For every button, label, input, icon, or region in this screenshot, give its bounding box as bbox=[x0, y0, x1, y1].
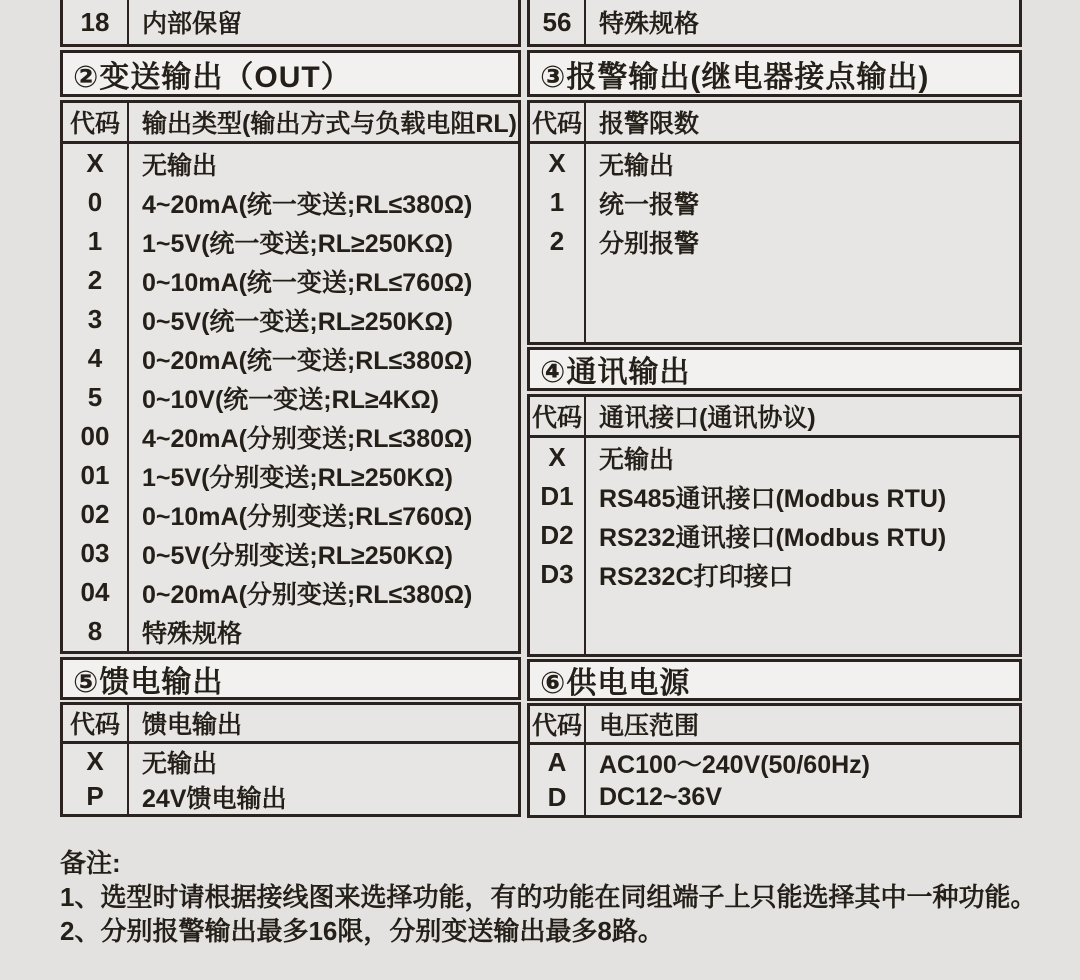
table-row bbox=[530, 780, 1019, 815]
filler-code-cell bbox=[530, 261, 586, 342]
row-desc-cell: RS485通讯接口(Modbus RTU) bbox=[599, 484, 947, 513]
column-header-row bbox=[63, 103, 518, 144]
row-desc-cell: 无输出 bbox=[142, 749, 218, 778]
section-alarm-output-header bbox=[527, 50, 1022, 97]
row-code-cell: D2 bbox=[530, 516, 586, 555]
row-desc-cell: 0~20mA(统一变送;RL≤380Ω) bbox=[142, 346, 473, 375]
section-communication-output-header bbox=[527, 347, 1022, 391]
table-filler-row bbox=[530, 261, 1019, 342]
column-header-row bbox=[530, 397, 1019, 438]
table-filler-row bbox=[530, 594, 1019, 654]
section-power-supply-header bbox=[527, 659, 1022, 701]
row-desc-cell: 0~10mA(分别变送;RL≤760Ω) bbox=[142, 502, 473, 531]
row-desc-cell: 特殊规格 bbox=[142, 619, 243, 648]
row-code-cell: 03 bbox=[63, 534, 129, 573]
row-code-cell: 04 bbox=[63, 573, 129, 612]
row-code-cell: 00 bbox=[63, 417, 129, 456]
row-code-cell: 2 bbox=[63, 261, 129, 300]
desc-column-header: 通讯接口(通讯协议) bbox=[599, 404, 816, 432]
table-row bbox=[530, 555, 1019, 594]
table-body bbox=[530, 438, 1019, 654]
code-column-header: 代码 bbox=[530, 103, 586, 141]
row-desc-cell: 统一报警 bbox=[599, 190, 700, 219]
row-code-cell: 02 bbox=[63, 495, 129, 534]
row-desc-cell: 无输出 bbox=[599, 445, 675, 474]
row-desc-cell: DC12~36V bbox=[599, 783, 722, 811]
row-code-cell: P bbox=[63, 779, 129, 814]
table-row bbox=[530, 438, 1019, 477]
table-row bbox=[63, 495, 518, 534]
table-body bbox=[530, 745, 1019, 815]
row-code-cell: D1 bbox=[530, 477, 586, 516]
table-row bbox=[63, 144, 518, 183]
row-desc-cell: 0~10mA(统一变送;RL≤760Ω) bbox=[142, 268, 473, 297]
desc-column-header: 输出类型(输出方式与负载电阻RL) bbox=[142, 110, 517, 138]
section-title: ⑥供电电源 bbox=[540, 667, 691, 700]
table-row bbox=[530, 183, 1019, 222]
desc-column-header: 馈电输出 bbox=[142, 711, 243, 739]
row-desc-cell: 4~20mA(分别变送;RL≤380Ω) bbox=[142, 424, 473, 453]
row-code-cell: X bbox=[63, 144, 129, 183]
code-column-header: 代码 bbox=[63, 705, 129, 741]
note-item-1: 1、选型时请根据接线图来选择功能，有的功能在同组端子上只能选择其中一种功能。 bbox=[60, 882, 1037, 912]
row-desc-cell: 1~5V(分别变送;RL≥250KΩ) bbox=[142, 463, 453, 492]
row-code-cell: 8 bbox=[63, 612, 129, 651]
filler-code-cell bbox=[530, 594, 586, 654]
table-row bbox=[63, 779, 518, 814]
row-desc-cell: 4~20mA(统一变送;RL≤380Ω) bbox=[142, 190, 473, 219]
section-transmit-output-table bbox=[60, 100, 521, 654]
code-column-header: 代码 bbox=[530, 706, 586, 742]
row-code-cell: 18 bbox=[63, 0, 129, 44]
table-row bbox=[63, 744, 518, 779]
row-code-cell: 1 bbox=[530, 183, 586, 222]
table-row-internal-reserved bbox=[60, 0, 521, 47]
row-desc-cell: 无输出 bbox=[142, 151, 218, 180]
table-body bbox=[530, 144, 1019, 342]
row-code-cell: 56 bbox=[530, 0, 586, 44]
filler-desc-cell bbox=[586, 261, 1019, 342]
row-code-cell: 2 bbox=[530, 222, 586, 261]
row-code-cell: X bbox=[530, 144, 586, 183]
table-row bbox=[530, 0, 1019, 44]
row-desc-cell: RS232C打印接口 bbox=[599, 562, 794, 591]
section-feed-output-header bbox=[60, 657, 521, 700]
section-title: ③报警输出(继电器接点输出) bbox=[540, 60, 930, 94]
table-row bbox=[63, 222, 518, 261]
table-row bbox=[63, 300, 518, 339]
row-desc-cell: 内部保留 bbox=[142, 10, 243, 38]
row-code-cell: 3 bbox=[63, 300, 129, 339]
row-code-cell: A bbox=[530, 745, 586, 780]
column-header-row bbox=[530, 103, 1019, 144]
table-row bbox=[530, 477, 1019, 516]
table-row bbox=[63, 378, 518, 417]
row-desc-cell: 分别报警 bbox=[599, 229, 700, 258]
section-transmit-output-header bbox=[60, 50, 521, 97]
code-column-header: 代码 bbox=[63, 103, 129, 141]
code-column-header: 代码 bbox=[530, 397, 586, 435]
section-title: ②变送输出（OUT） bbox=[73, 60, 352, 94]
row-code-cell: X bbox=[530, 438, 586, 477]
desc-column-header: 报警限数 bbox=[599, 110, 700, 138]
table-row-special-spec bbox=[527, 0, 1022, 47]
column-header-row bbox=[63, 705, 518, 744]
note-item-2: 2、分别报警输出最多16限，分别变送输出最多8路。 bbox=[60, 916, 664, 946]
table-row bbox=[63, 0, 518, 44]
row-desc-cell: RS232通讯接口(Modbus RTU) bbox=[599, 523, 947, 552]
table-row bbox=[63, 534, 518, 573]
row-desc-cell: AC100～240V(50/60Hz) bbox=[599, 750, 870, 779]
filler-desc-cell bbox=[586, 594, 1019, 654]
table-row bbox=[63, 417, 518, 456]
table-row bbox=[530, 745, 1019, 780]
table-row bbox=[63, 612, 518, 651]
row-code-cell: 1 bbox=[63, 222, 129, 261]
row-code-cell: 0 bbox=[63, 183, 129, 222]
row-desc-cell: 特殊规格 bbox=[599, 10, 700, 38]
desc-column-header: 电压范围 bbox=[599, 712, 700, 740]
table-body bbox=[63, 144, 518, 651]
table-row bbox=[63, 456, 518, 495]
notes-label: 备注: bbox=[60, 848, 121, 878]
row-code-cell: D3 bbox=[530, 555, 586, 594]
notes-block bbox=[60, 846, 1050, 948]
row-desc-cell: 无输出 bbox=[599, 151, 675, 180]
row-code-cell: D bbox=[530, 780, 586, 815]
section-communication-output-table bbox=[527, 394, 1022, 657]
row-desc-cell: 0~5V(统一变送;RL≥250KΩ) bbox=[142, 307, 453, 336]
section-feed-output-table bbox=[60, 702, 521, 817]
section-power-supply-table bbox=[527, 703, 1022, 818]
section-alarm-output-table bbox=[527, 100, 1022, 345]
section-title: ⑤馈电输出 bbox=[73, 665, 224, 699]
table-row bbox=[530, 516, 1019, 555]
row-code-cell: 01 bbox=[63, 456, 129, 495]
row-desc-cell: 0~20mA(分别变送;RL≤380Ω) bbox=[142, 580, 473, 609]
table-row bbox=[530, 144, 1019, 183]
row-desc-cell: 0~10V(统一变送;RL≥4KΩ) bbox=[142, 385, 440, 414]
table-row bbox=[63, 183, 518, 222]
row-code-cell: 5 bbox=[63, 378, 129, 417]
table-row bbox=[63, 339, 518, 378]
row-code-cell: 4 bbox=[63, 339, 129, 378]
row-desc-cell: 1~5V(统一变送;RL≥250KΩ) bbox=[142, 229, 453, 258]
row-code-cell: X bbox=[63, 744, 129, 779]
table-row bbox=[63, 573, 518, 612]
column-header-row bbox=[530, 706, 1019, 745]
table-row bbox=[63, 261, 518, 300]
table-body bbox=[63, 744, 518, 814]
row-desc-cell: 0~5V(分别变送;RL≥250KΩ) bbox=[142, 541, 453, 570]
row-desc-cell: 24V馈电输出 bbox=[142, 784, 287, 813]
table-row bbox=[530, 222, 1019, 261]
section-title: ④通讯输出 bbox=[540, 356, 691, 389]
